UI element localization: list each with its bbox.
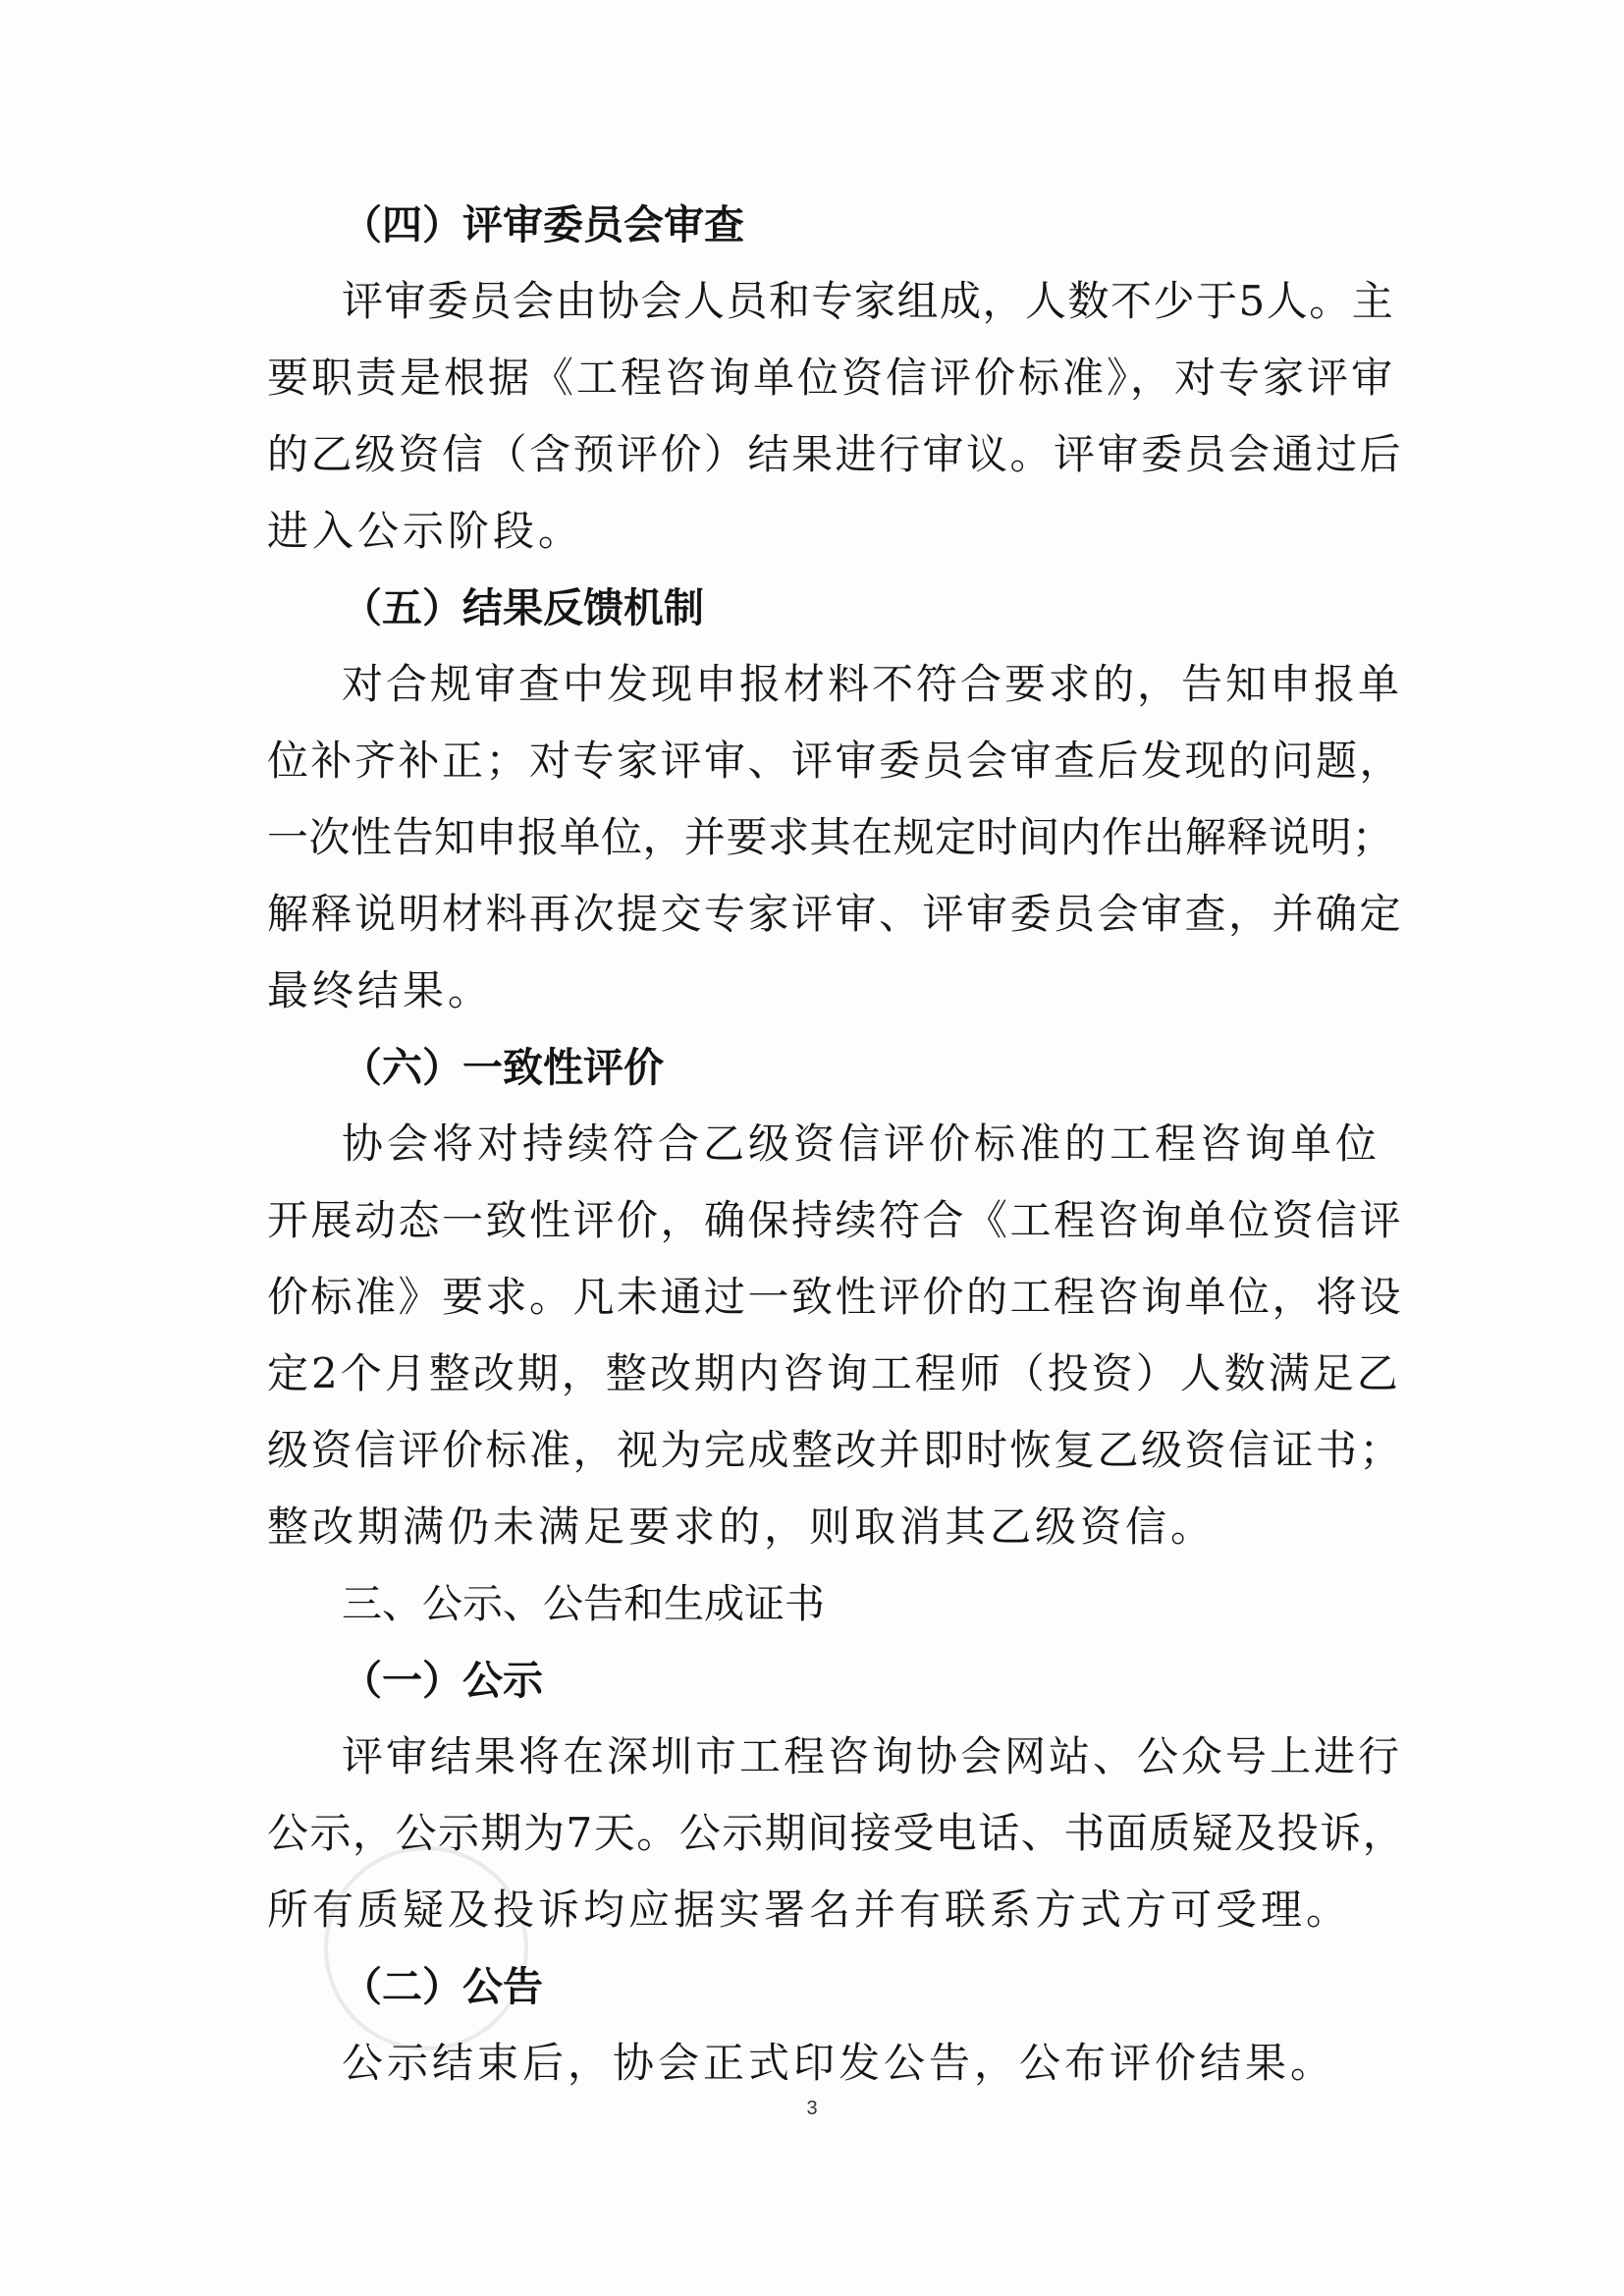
- text-line: 所有质疑及投诉均应据实署名并有联系方式方可受理。: [267, 1886, 1352, 1934]
- text-line: 进入公示阶段。: [267, 507, 584, 555]
- heading-consistency-evaluation: （六）一致性评价: [342, 1044, 664, 1091]
- text-line: 最终结果。: [267, 966, 494, 1014]
- paragraph-announcement: [267, 2025, 1406, 2102]
- text-line: 开展动态一致性评价，确保持续符合《工程咨询单位资信评: [267, 1196, 1404, 1244]
- text-line: 整改期满仍未满足要求的，则取消其乙级资信。: [267, 1503, 1217, 1551]
- text-line: 位补齐补正；对专家评审、评审委员会审查后发现的问题，: [267, 737, 1404, 785]
- text-line: 评审结果将在深圳市工程咨询协会网站、公众号上进行: [342, 1732, 1403, 1780]
- text-line: 评审委员会由协会人员和专家组成，人数不少于5人。主: [342, 277, 1395, 325]
- paragraph-review-committee: [267, 263, 1406, 570]
- heading-feedback-mechanism: （五）结果反馈机制: [342, 584, 704, 631]
- paragraph-consistency-evaluation: [267, 1106, 1406, 1565]
- text-line: 要职责是根据《工程咨询单位资信评价标准》，对专家评审: [267, 354, 1396, 402]
- text-line: 公示结束后，协会正式印发公告，公布评价结果。: [342, 2039, 1336, 2087]
- page-number: 3: [806, 2098, 818, 2119]
- text-line: 公示，公示期为7天。公示期间接受电话、书面质疑及投诉，: [267, 1809, 1406, 1857]
- text-line: 的乙级资信（含预评价）结果进行审议。评审委员会通过后: [267, 430, 1404, 478]
- document-body: [267, 187, 1406, 2102]
- text-line: 定2个月整改期，整改期内咨询工程师（投资）人数满足乙: [267, 1349, 1401, 1397]
- paragraph-publicity: [267, 1719, 1406, 1948]
- paragraph-feedback-mechanism: [267, 646, 1406, 1029]
- text-line: 解释说明材料再次提交专家评审、评审委员会审查，并确定: [267, 890, 1404, 938]
- text-line: 对合规审查中发现申报材料不符合要求的，告知申报单: [342, 660, 1403, 708]
- section-title-publicity-announcement-certificate: 三、公示、公告和生成证书: [342, 1580, 825, 1627]
- text-line: 级资信评价标准，视为完成整改并即时恢复乙级资信证书；: [267, 1426, 1404, 1474]
- heading-review-committee: （四）评审委员会审查: [342, 201, 744, 248]
- text-line: 协会将对持续符合乙级资信评价标准的工程咨询单位: [342, 1120, 1381, 1168]
- heading-announcement: （二）公告: [342, 1963, 543, 2010]
- text-line: 一次性告知申报单位，并要求其在规定时间内作出解释说明；: [267, 813, 1394, 861]
- text-line: 价标准》要求。凡未通过一致性评价的工程咨询单位，将设: [267, 1273, 1404, 1321]
- heading-publicity: （一）公示: [342, 1657, 543, 1704]
